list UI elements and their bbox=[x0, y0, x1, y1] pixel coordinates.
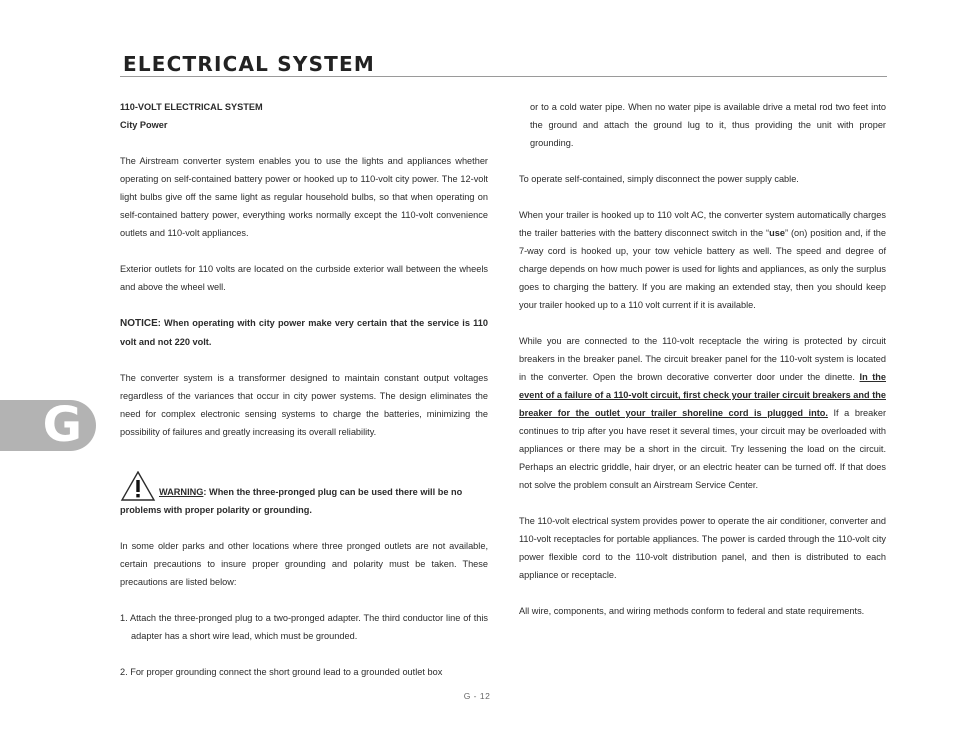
list-item: 1. Attach the three-pronged plug to a two-pronged adapter. The third conductor line of this adapter has a short wire lead, which must be grounded. bbox=[120, 613, 488, 641]
paragraph: To operate self-contained, simply disconnect the power supply cable. bbox=[519, 174, 799, 184]
warning bbox=[120, 471, 488, 519]
page-title: ELECTRICAL SYSTEM bbox=[123, 52, 375, 76]
page-number: G - 12 bbox=[463, 691, 491, 701]
section-tab-letter: G bbox=[42, 397, 82, 453]
notice-label: NOTICE bbox=[120, 318, 158, 329]
paragraph bbox=[519, 206, 886, 314]
paragraph: All wire, components, and wiring methods conform to federal and state requirements. bbox=[519, 606, 865, 616]
use-emphasis: use bbox=[769, 228, 785, 238]
section-heading: 110-VOLT ELECTRICAL SYSTEM bbox=[120, 102, 263, 112]
section-subheading: City Power bbox=[120, 120, 168, 130]
text-span: While you are connected to the 110-volt receptacle the wiring is protected by circuit breakers in the breaker panel. The circuit breaker panel for the 110-volt system is located in the converter. Open the brown decorative converter door under the dinette. bbox=[519, 336, 886, 382]
text-span: ” (on) position and, if the 7-way cord is hooked up, your tow vehicle battery as well. The speed and degree of charge depends on how much power is used for lights and appliances, as only the surplus goes to charging the battery. If you are making an extended stay, then you should keep your trailer hooked up to a 110 volt current if it is available. bbox=[519, 228, 887, 310]
warning-text: : When the three-pronged plug can be used there will be no bbox=[203, 487, 463, 497]
text-span: When your trailer is hooked up to 110 volt AC, the converter system automatically charges the trailer batteries with the battery disconnect switch in the “ bbox=[519, 210, 886, 238]
left-column bbox=[120, 98, 488, 681]
notice bbox=[120, 314, 488, 351]
section-tab bbox=[0, 397, 96, 453]
right-column bbox=[519, 98, 886, 638]
warning-text-continued: problems with proper polarity or grounding. bbox=[120, 505, 312, 515]
title-divider bbox=[120, 76, 887, 77]
emphasis-text: In the event of a failure of a 110-volt circuit, first check your trailer circuit breakers and the breaker for the outlet your trailer shoreline cord is plugged into. bbox=[519, 372, 887, 418]
notice-text: : When operating with city power make very certain that the service is 110 volt and not 220 volt. bbox=[120, 318, 488, 347]
paragraph bbox=[519, 332, 886, 494]
paragraph: The converter system is a transformer designed to maintain constant output voltages regardless of the variances that occur in city power systems. The design eliminates the need for complex electronic sensing systems to charge the batteries, minimizing the possibility of failures and greatly increasing its overall reliability. bbox=[120, 373, 488, 437]
paragraph: The Airstream converter system enables you to use the lights and appliances whether operating on self-contained battery power or hooked up to 110-volt city power. The 12-volt light bulbs give off the same light as regular household bulbs, so that when operating on self-contained battery power, everything works normally except the 110-volt convenience outlets and 110-volt appliances. bbox=[120, 156, 488, 238]
paragraph: In some older parks and other locations where three pronged outlets are not available, certain precautions to insure proper grounding and polarity must be taken. These precautions are listed below: bbox=[120, 541, 488, 587]
paragraph: The 110-volt electrical system provides power to operate the air conditioner, converter and 110-volt receptacles for portable appliances. The power is carded through the 110-volt city power flexible cord to the 110-volt distribution panel, and then is distributed to each appliance or receptacle. bbox=[519, 516, 886, 580]
paragraph: Exterior outlets for 110 volts are located on the curbside exterior wall between the wheels and above the wheel well. bbox=[120, 264, 488, 292]
list-item-continued: or to a cold water pipe. When no water pipe is available drive a metal rod two feet into the ground and attach the ground lug to it, thus providing the unit with proper grounding. bbox=[530, 102, 886, 148]
warning-label: WARNING bbox=[159, 487, 204, 497]
text-span: If a breaker continues to trip after you have reset it several times, your circuit may be overloaded with appliances or there may be a short in the circuit. Try lessening the load on the circuit. Perhaps an electric griddle, hair dryer, or an electric heater can be turned off. If that does not solve the problem consult an Airstream Service Center. bbox=[519, 408, 886, 490]
warning-triangle-icon bbox=[120, 471, 156, 501]
list-item: 2. For proper grounding connect the short ground lead to a grounded outlet box bbox=[120, 667, 443, 677]
